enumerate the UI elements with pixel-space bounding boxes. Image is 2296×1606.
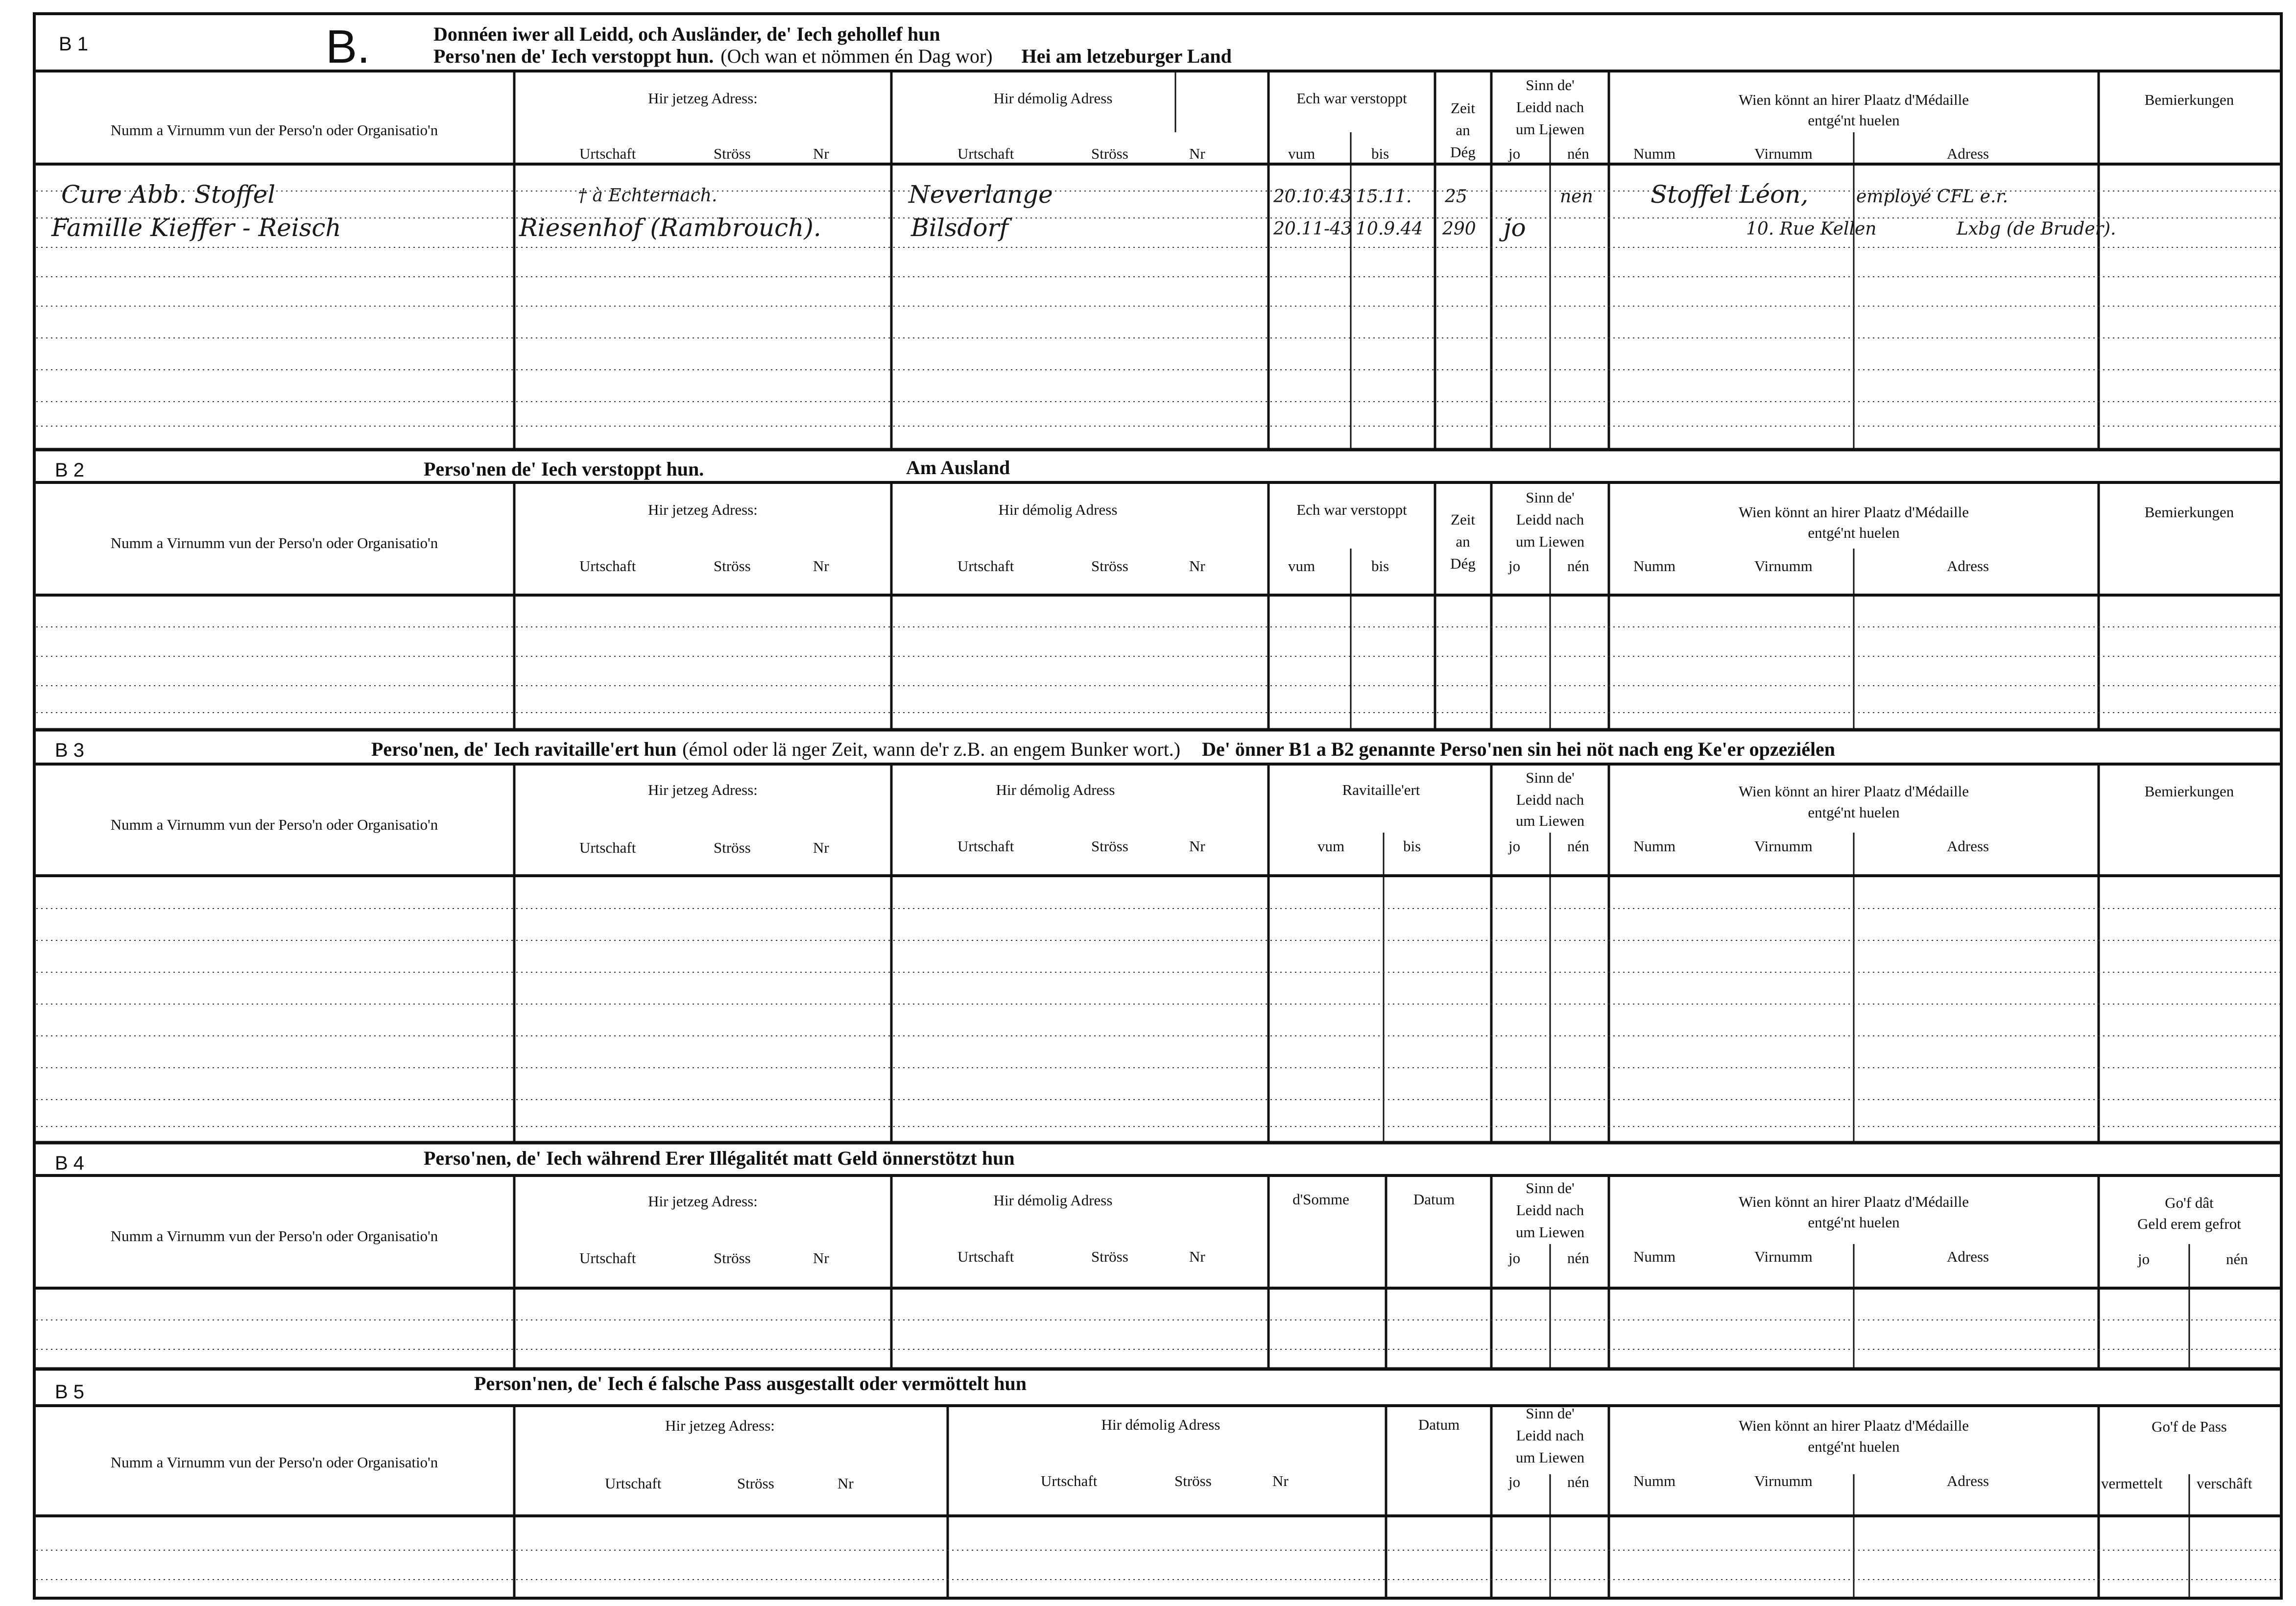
b2-nr-2: Nr: [1189, 557, 1205, 575]
b4-col-name: Numm a Virnumm vun der Perso'n oder Organisatio'n: [110, 1227, 438, 1245]
section-code-b1: B 1: [59, 33, 89, 55]
b1-title-regular: (Och wan et nömmen én Dag wor): [720, 45, 993, 67]
b2-numm: Numm: [1633, 557, 1676, 575]
b2-bis: bis: [1371, 557, 1389, 575]
b5-numm: Numm: [1633, 1472, 1676, 1489]
b3-nr-2: Nr: [1189, 838, 1205, 855]
b4-urtschaft-2: Urtschaft: [957, 1248, 1014, 1265]
b5-medal-2: entgé'nt huelen: [1808, 1438, 1900, 1455]
b4-virnumm: Virnumm: [1754, 1248, 1813, 1265]
b3-sinn-1: Sinn de': [1526, 769, 1575, 786]
b1-col-hidden: Ech war verstoppt: [1296, 90, 1407, 107]
b4-col-somme: d'Somme: [1292, 1191, 1349, 1208]
b1-bemierkungen: Bemierkungen: [2144, 91, 2234, 108]
section-letter: B.: [326, 21, 370, 73]
b5-jo: jo: [1508, 1473, 1521, 1490]
b4-gof-geld-1: Go'f dât: [2165, 1194, 2214, 1211]
b3-stross: Ströss: [714, 839, 751, 856]
b4-col-current-address: Hir jetzeg Adress:: [648, 1193, 758, 1210]
b3-title-regular: (émol oder lä nger Zeit, wann de'r z.B. an engem Bunker wort.): [682, 738, 1181, 760]
b4-sinn-2: Leidd nach: [1516, 1201, 1584, 1219]
b1-medal-1: Wien könnt an hirer Plaatz d'Médaille: [1738, 91, 1969, 108]
b1-row2-alive-yes: jo: [1504, 214, 1526, 242]
b2-sinn-3: um Liewen: [1515, 533, 1585, 550]
b5-urtschaft: Urtschaft: [605, 1475, 662, 1492]
b1-row2-former-address: Bilsdorf: [911, 214, 1008, 242]
b1-sinn-3: um Liewen: [1515, 120, 1585, 138]
b2-bemierkungen: Bemierkungen: [2144, 503, 2234, 521]
b2-vum: vum: [1288, 557, 1315, 575]
b4-jo: jo: [1508, 1249, 1521, 1267]
b1-adress: Adress: [1947, 145, 1989, 162]
b1-title-line1: Donnéen iwer all Leidd, och Ausländer, de' Iech gehollef hun: [433, 23, 940, 45]
b2-stross: Ströss: [714, 557, 751, 575]
b4-nen: nén: [1567, 1249, 1589, 1267]
b1-row1-days: 25: [1445, 187, 1467, 207]
b4-gof-nen: nén: [2226, 1250, 2248, 1268]
b1-urtschaft-2: Urtschaft: [957, 145, 1014, 162]
b3-jo: jo: [1508, 838, 1521, 855]
b2-sinn-2: Leidd nach: [1516, 511, 1584, 528]
b1-row2-name: Famille Kieffer - Reisch: [51, 214, 341, 242]
b5-medal-1: Wien könnt an hirer Plaatz d'Médaille: [1738, 1417, 1969, 1434]
section-code-b3: B 3: [55, 740, 85, 761]
b3-sinn-2: Leidd nach: [1516, 791, 1584, 808]
section-code-b5: B 5: [55, 1381, 85, 1403]
b1-row1-name: Cure Abb. Stoffel: [61, 180, 276, 209]
b4-col-former-address: Hir démolig Adress: [993, 1192, 1113, 1209]
b3-medal-1: Wien könnt an hirer Plaatz d'Médaille: [1738, 783, 1969, 800]
b4-urtschaft: Urtschaft: [579, 1249, 636, 1267]
b1-row1-alive-no: nen: [1560, 187, 1593, 207]
b2-nen: nén: [1567, 557, 1589, 575]
b2-urtschaft-2: Urtschaft: [957, 557, 1014, 575]
b4-stross-2: Ströss: [1091, 1248, 1128, 1265]
b4-sinn-3: um Liewen: [1515, 1223, 1585, 1241]
b1-virnumm: Virnumm: [1754, 145, 1813, 162]
b3-numm: Numm: [1633, 838, 1676, 855]
b2-medal-2: entgé'nt huelen: [1808, 524, 1900, 541]
b2-zeit-2: an: [1456, 533, 1470, 550]
b2-adress: Adress: [1947, 557, 1989, 575]
b3-urtschaft-2: Urtschaft: [957, 838, 1014, 855]
b1-title-line2: [433, 47, 1232, 66]
b3-title-bold: Perso'nen, de' Iech ravitaille'ert hun: [371, 738, 677, 760]
b3-stross-2: Ströss: [1091, 838, 1128, 855]
form-border: [34, 14, 2281, 1598]
b1-row1-current-address: † à Echternach.: [578, 186, 718, 206]
b1-row1-medal-firstname: employé CFL e.r.: [1856, 187, 2009, 207]
b3-virnumm: Virnumm: [1754, 838, 1813, 855]
section-code-b2: B 2: [55, 459, 85, 481]
b2-title-tail: Am Ausland: [906, 456, 1010, 479]
b4-medal-1: Wien könnt an hirer Plaatz d'Médaille: [1738, 1193, 1969, 1210]
b1-nr-2: Nr: [1189, 145, 1205, 162]
b2-col-name: Numm a Virnumm vun der Perso'n oder Organisatio'n: [110, 534, 438, 551]
b5-title: Person'nen, de' Iech é falsche Pass ausgestallt oder vermöttelt hun: [474, 1372, 1027, 1394]
b3-col-former-address: Hir démolig Adress: [996, 781, 1115, 798]
b1-nr: Nr: [813, 145, 829, 162]
b5-sinn-1: Sinn de': [1526, 1405, 1575, 1422]
b1-row2-medal-firstname: 10. Rue Kellen: [1746, 219, 1877, 239]
b4-gof-jo: jo: [2138, 1250, 2150, 1268]
b1-urtschaft: Urtschaft: [579, 145, 636, 162]
b2-medal-1: Wien könnt an hirer Plaatz d'Médaille: [1738, 503, 1969, 521]
b1-numm: Numm: [1633, 145, 1676, 162]
b1-vum: vum: [1288, 145, 1315, 162]
b3-urtschaft: Urtschaft: [579, 839, 636, 856]
b1-zeit-1: Zeit: [1451, 99, 1475, 117]
b5-virnumm: Virnumm: [1754, 1472, 1813, 1489]
b5-urtschaft-2: Urtschaft: [1041, 1472, 1098, 1489]
b2-nr: Nr: [813, 557, 829, 575]
b3-nen: nén: [1567, 838, 1589, 855]
b3-title: [371, 740, 1835, 759]
b3-col-current-address: Hir jetzeg Adress:: [648, 781, 758, 798]
b1-stross-2: Ströss: [1091, 145, 1128, 162]
b1-sinn-2: Leidd nach: [1516, 98, 1584, 116]
b4-adress: Adress: [1947, 1248, 1989, 1265]
b3-sinn-3: um Liewen: [1515, 812, 1585, 829]
b1-title-tail: Hei am letzeburger Land: [1021, 45, 1232, 67]
b2-virnumm: Virnumm: [1754, 557, 1813, 575]
b1-row2-to: 10.9.44: [1356, 219, 1423, 239]
b5-gof-pass: Go'f de Pass: [2152, 1418, 2227, 1435]
b4-gof-geld-2: Geld erem gefrot: [2137, 1215, 2241, 1232]
b2-col-current-address: Hir jetzeg Adress:: [648, 501, 758, 518]
b1-row1-to: 15.11.: [1356, 187, 1412, 207]
b4-title: Perso'nen, de' Iech während Erer Illégalitét matt Geld önnerstötzt hun: [424, 1147, 1015, 1169]
b2-stross-2: Ströss: [1091, 557, 1128, 575]
b5-col-datum: Datum: [1418, 1416, 1460, 1433]
b1-zeit-3: Dég: [1450, 144, 1476, 161]
b2-col-hidden: Ech war verstoppt: [1296, 501, 1407, 518]
b5-verschaft: verschâft: [2197, 1475, 2252, 1492]
dotted-rules: [36, 191, 2280, 1580]
b1-col-former-address: Hir démolig Adress: [993, 90, 1113, 107]
section-code-b4: B 4: [55, 1152, 85, 1174]
b2-sinn-1: Sinn de': [1526, 489, 1575, 506]
b3-adress: Adress: [1947, 838, 1989, 855]
b5-stross-2: Ströss: [1174, 1472, 1212, 1489]
b1-bis: bis: [1371, 145, 1389, 162]
b1-row1-former-address: Neverlange: [909, 180, 1053, 209]
b1-col-name: Numm a Virnumm vun der Perso'n oder Organisatio'n: [110, 121, 438, 139]
b1-title-bold: Perso'nen de' Iech verstoppt hun.: [433, 45, 714, 67]
b1-row1-medal-name: Stoffel Léon,: [1650, 180, 1809, 209]
b1-row2-from: 20.11-43: [1273, 219, 1353, 239]
b5-col-current-address: Hir jetzeg Adress:: [665, 1417, 775, 1434]
b1-zeit-2: an: [1456, 121, 1470, 139]
b3-vum: vum: [1317, 838, 1345, 855]
b5-nr: Nr: [837, 1475, 854, 1492]
b4-col-datum: Datum: [1413, 1191, 1455, 1208]
b4-numm: Numm: [1633, 1248, 1676, 1265]
b5-col-name: Numm a Virnumm vun der Perso'n oder Organisatio'n: [110, 1454, 438, 1471]
b1-stross: Ströss: [714, 145, 751, 162]
b4-medal-2: entgé'nt huelen: [1808, 1214, 1900, 1231]
b2-title: Perso'nen de' Iech verstoppt hun.: [424, 458, 704, 480]
b2-urtschaft: Urtschaft: [579, 557, 636, 575]
b3-medal-2: entgé'nt huelen: [1808, 804, 1900, 821]
b3-nr: Nr: [813, 839, 829, 856]
b2-zeit-3: Dég: [1450, 555, 1476, 572]
b5-nr-2: Nr: [1272, 1472, 1289, 1489]
b4-stross: Ströss: [714, 1249, 751, 1267]
b2-col-former-address: Hir démolig Adress: [998, 501, 1118, 518]
b1-jo: jo: [1508, 145, 1521, 162]
b4-nr: Nr: [813, 1249, 829, 1267]
b5-col-former-address: Hir démolig Adress: [1101, 1416, 1220, 1433]
b2-zeit-1: Zeit: [1451, 511, 1475, 528]
b3-bemierkungen: Bemierkungen: [2144, 783, 2234, 800]
b5-vermettelt: vermettelt: [2101, 1475, 2163, 1492]
b1-col-current-address: Hir jetzeg Adress:: [648, 90, 758, 107]
b3-bis: bis: [1403, 838, 1421, 855]
b5-adress: Adress: [1947, 1472, 1989, 1489]
b1-row2-current-address: Riesenhof (Rambrouch).: [519, 214, 821, 242]
b5-sinn-2: Leidd nach: [1516, 1427, 1584, 1444]
b4-sinn-1: Sinn de': [1526, 1179, 1575, 1197]
b3-col-ravitailleert: Ravitaille'ert: [1342, 781, 1420, 798]
b5-sinn-3: um Liewen: [1515, 1449, 1585, 1466]
b4-nr-2: Nr: [1189, 1248, 1205, 1265]
b1-row2-medal-address: Lxbg (de Bruder).: [1957, 219, 2116, 239]
b1-medal-2: entgé'nt huelen: [1808, 112, 1900, 129]
b1-row1-from: 20.10.43: [1273, 187, 1352, 207]
b1-row2-days: 290: [1442, 219, 1476, 239]
b1-nen: nén: [1567, 145, 1589, 162]
b5-nen: nén: [1567, 1473, 1589, 1490]
b3-col-name: Numm a Virnumm vun der Perso'n oder Organisatio'n: [110, 816, 438, 833]
b5-stross: Ströss: [737, 1475, 774, 1492]
b1-sinn-1: Sinn de': [1526, 76, 1575, 94]
b3-title-tail: De' önner B1 a B2 genannte Perso'nen sin hei nöt nach eng Ke'er opzeziélen: [1202, 738, 1836, 760]
b2-jo: jo: [1508, 557, 1521, 575]
